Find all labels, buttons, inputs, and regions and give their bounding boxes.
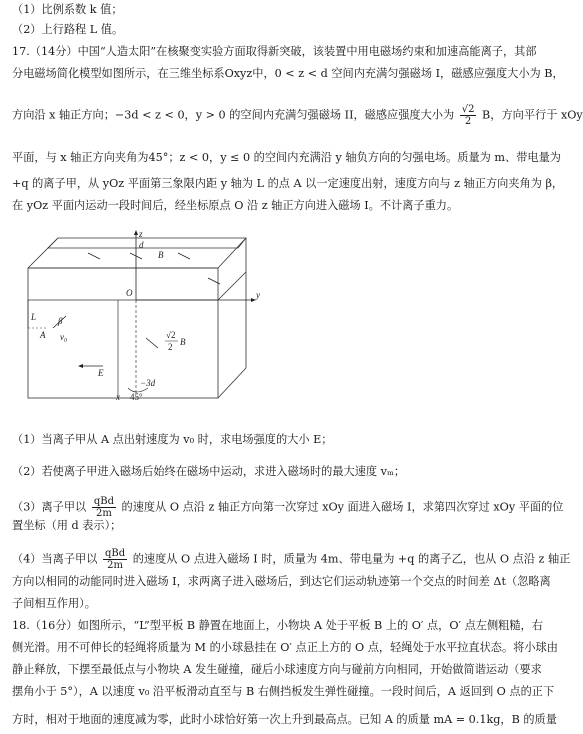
subquestion-3-prefix: （3）离子甲以	[12, 500, 87, 514]
fraction-numerator: qBd	[93, 496, 114, 507]
box-front-face	[28, 268, 218, 398]
part2-question: （2）上行路程 L 值。	[12, 23, 124, 36]
label-b: B	[158, 250, 164, 260]
field-diagram	[18, 228, 268, 406]
label-b2: B	[180, 337, 186, 347]
z-axis-arrow	[134, 230, 138, 235]
problem17-line2: 分电磁场简化模型如图所示，在三维坐标系Oxyz中，0 < z < d 空间内充满匀强磁场 I，磁感应强度大小为 B，	[12, 67, 564, 80]
problem17-line3-text-a: 方向沿 x 轴正方向；−3d < z < 0，y > 0 的空间内充满匀强磁场 II，磁感应强度大小为	[12, 108, 455, 122]
label-minus-3d: −3d	[140, 378, 156, 388]
problem18-line3: 静止释放，下摆至最低点与小物块 A 发生碰撞，碰后小球速度方向与碰前方向相同，开始做简谐运动（要求	[12, 663, 542, 676]
problem17-line4: 平面，与 x 轴正方向夹角为45°；z < 0，y ≤ 0 的空间内充满沿 y 轴负方向的匀强电场。质量为 m、带电量为	[12, 151, 561, 164]
label-two: 2	[168, 342, 173, 352]
subquestion-2: （2）若使离子甲进入磁场后始终在磁场中运动，求进入磁场时的最大速度 vₘ；	[12, 465, 406, 478]
part1-question: （1）比例系数 k 值；	[12, 3, 123, 16]
subquestion-4-prefix: （4）当离子甲以	[12, 552, 98, 566]
box-top-edge	[28, 238, 246, 268]
problem17-line6: 在 yOz 平面内运动一段时间后，经坐标原点 O 沿 z 轴正方向进入磁场 I。不计离子重力。	[12, 199, 459, 212]
subquestion-4-cont: 方向以相同的动能同时进入磁场 I，求两离子进入磁场后，到达它们运动轨迹第一个交点的时间差 Δt（忽略离	[12, 575, 551, 588]
problem17-line3	[12, 104, 583, 127]
label-beta: β	[58, 316, 63, 326]
box-bottom-right-edge	[218, 368, 246, 398]
problem18-intro: 18.（16分）如图所示，“L”型平板 B 静置在地面上，小物块 A 处于平板 B 上的 O′ 点，O′ 点左侧粗糙，右	[12, 619, 543, 632]
subquestion-4-cont2: 子间相互作用）。	[12, 597, 96, 610]
sqrt2-over-2-fraction	[460, 104, 477, 127]
subquestion-3	[12, 496, 564, 519]
field-b-arrow-1	[88, 253, 100, 259]
subquestion-4	[12, 548, 571, 571]
fraction-numerator: qBd	[105, 548, 126, 559]
label-z: z	[139, 229, 143, 239]
field-e-arrowhead	[78, 364, 83, 368]
fraction-denominator: 2m	[95, 508, 112, 519]
subquestion-3-text: 的速度从 O 点沿 z 轴正方向第一次穿过 xOy 面进入磁场 I，求第四次穿过 xOy 平面的位	[121, 500, 564, 514]
box-left-top-edge	[28, 238, 58, 268]
label-45-degree: 45°	[130, 392, 143, 402]
problem18-line2: 侧光滑。用不可伸长的轻绳将质量为 M 的小球悬挂在 O′ 点正上方的 O 点，轻绳处于水平拉直状态。将小球由	[12, 641, 558, 654]
subquestion-1: （1）当离子甲从 A 点出射速度为 v₀ 时，求电场强度的大小 E；	[12, 433, 333, 446]
qbd-over-2m-fraction	[103, 548, 127, 571]
subquestion-3-cont: 置坐标（用 d 表示）；	[12, 519, 122, 532]
box-top-face	[48, 238, 246, 248]
label-y: y	[256, 290, 260, 300]
label-origin: O	[126, 288, 133, 298]
label-l: L	[31, 312, 37, 322]
fraction-denominator: 2m	[107, 560, 123, 571]
label-a: A	[40, 330, 46, 340]
field-b2-arrow	[146, 338, 158, 348]
xoy-plane-side	[218, 272, 246, 300]
field-b-arrow-3	[178, 253, 190, 259]
qbd-over-2m-fraction	[92, 496, 116, 519]
label-sqrt2: √2	[166, 330, 176, 340]
label-e: E	[98, 368, 104, 378]
problem17-line5: +q 的离子甲，从 yOz 平面第三象限内距 y 轴为 L 的点 A 以一定速度出射，速度方向与 z 轴正方向夹角为 β，	[12, 177, 564, 190]
problem18-line4: 摆角小于 5°），A 以速度 v₀ 沿平板滑动直至与 B 右侧挡板发生弹性碰撞。一段时间后，A 返回到 O 点的正下	[12, 685, 555, 698]
label-v0: v₀	[60, 332, 68, 342]
problem17-line3-text-b: B，方向平行于 xOy	[482, 108, 583, 122]
label-x: x	[116, 392, 120, 402]
subquestion-4-text: 的速度从 O 点进入磁场 I 时，质量为 4m、带电量为 +q 的离子乙，也从 O 点沿 z 轴正	[132, 552, 571, 566]
problem18-line5: 方时，相对于地面的速度减为零，此时小球恰好第一次上升到最高点。已知 A 的质量 mA = 0.1kg，B 的质量	[12, 713, 557, 726]
fraction-denominator: 2	[464, 116, 472, 127]
label-d: d	[139, 240, 144, 250]
problem17-intro: 17.（14分）中国“人造太阳”在核聚变实验方面取得新突破，该装置中用电磁场约束和加速高能离子，其部	[12, 45, 537, 58]
fraction-numerator: √2	[461, 104, 475, 115]
